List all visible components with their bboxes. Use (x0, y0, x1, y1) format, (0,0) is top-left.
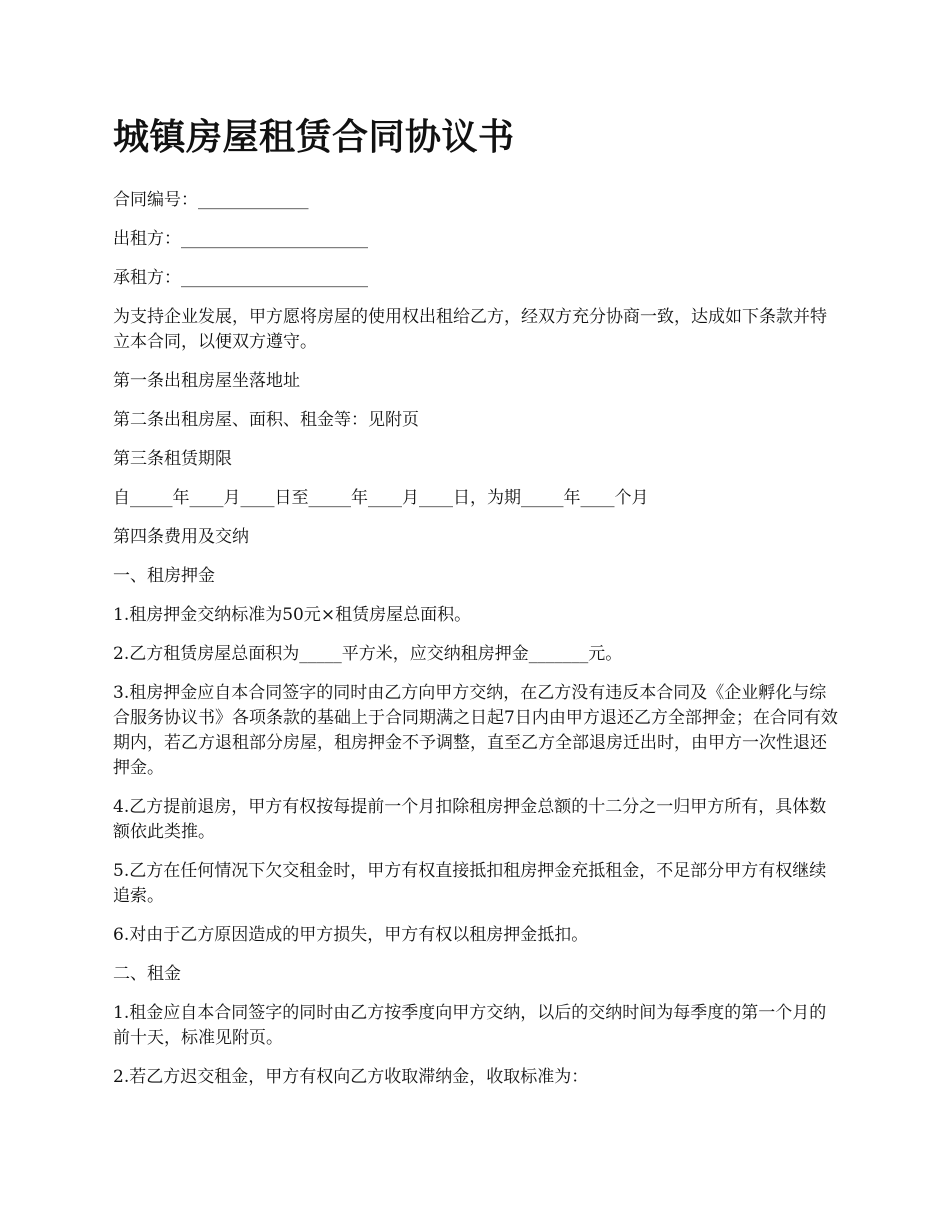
article-1-heading: 第一条出租房屋坐落地址 (113, 371, 300, 391)
deposit-clause-2: 2.乙方租赁房屋总面积为_____平方米，应交纳租房押金_______元。 (113, 644, 623, 664)
section-deposit-heading: 一、租房押金 (113, 566, 215, 586)
article-3-heading: 第三条租赁期限 (113, 449, 232, 469)
rent-clause-2: 2.若乙方迟交租金，甲方有权向乙方收取滞纳金，收取标准为： (113, 1067, 589, 1087)
article-2-heading: 第二条出租房屋、面积、租金等：见附页 (113, 410, 419, 430)
lessor-line: 出租方：______________________ (113, 229, 368, 249)
deposit-clause-5: 5.乙方在任何情况下欠交租金时，甲方有权直接抵扣租房押金充抵租金，不足部分甲方有权继续追索。 (113, 861, 827, 906)
rent-clause-1: 1.租金应自本合同签字的同时由乙方按季度向甲方交纳，以后的交纳时间为每季度的第一个月的前十天，标准见附页。 (113, 1003, 827, 1048)
deposit-clause-3: 3.租房押金应自本合同签字的同时由乙方向甲方交纳，在乙方没有违反本合同及《企业孵化与综合服务协议书》各项条款的基础上于合同期满之日起7日内由甲方退还乙方全部押金；在合同有效期内，若乙方退租部分房屋，租房押金不予调整，直至乙方全部退房迁出时，由甲方一次性退还押金。 (113, 683, 838, 778)
lessee-line: 承租方：______________________ (113, 268, 368, 288)
deposit-clause-1: 1.租房押金交纳标准为50元×租赁房屋总面积。 (113, 605, 472, 625)
contract-number-line: 合同编号：_____________ (113, 190, 309, 210)
deposit-clause-6: 6.对由于乙方原因造成的甲方损失，甲方有权以租房押金抵扣。 (113, 925, 589, 945)
document-title: 城镇房屋租赁合同协议书 (113, 116, 515, 158)
intro-paragraph: 为支持企业发展，甲方愿将房屋的使用权出租给乙方，经双方充分协商一致，达成如下条款并特立本合同，以便双方遵守。 (113, 307, 827, 352)
section-rent-heading: 二、租金 (113, 964, 181, 984)
deposit-clause-4: 4.乙方提前退房，甲方有权按每提前一个月扣除租房押金总额的十二分之一归甲方所有，具体数额依此类推。 (113, 797, 827, 842)
lease-period-line: 自_____年____月____日至_____年____月____日，为期_____年____个月 (113, 488, 649, 508)
article-4-heading: 第四条费用及交纳 (113, 527, 249, 547)
document-page (113, 112, 840, 1104)
